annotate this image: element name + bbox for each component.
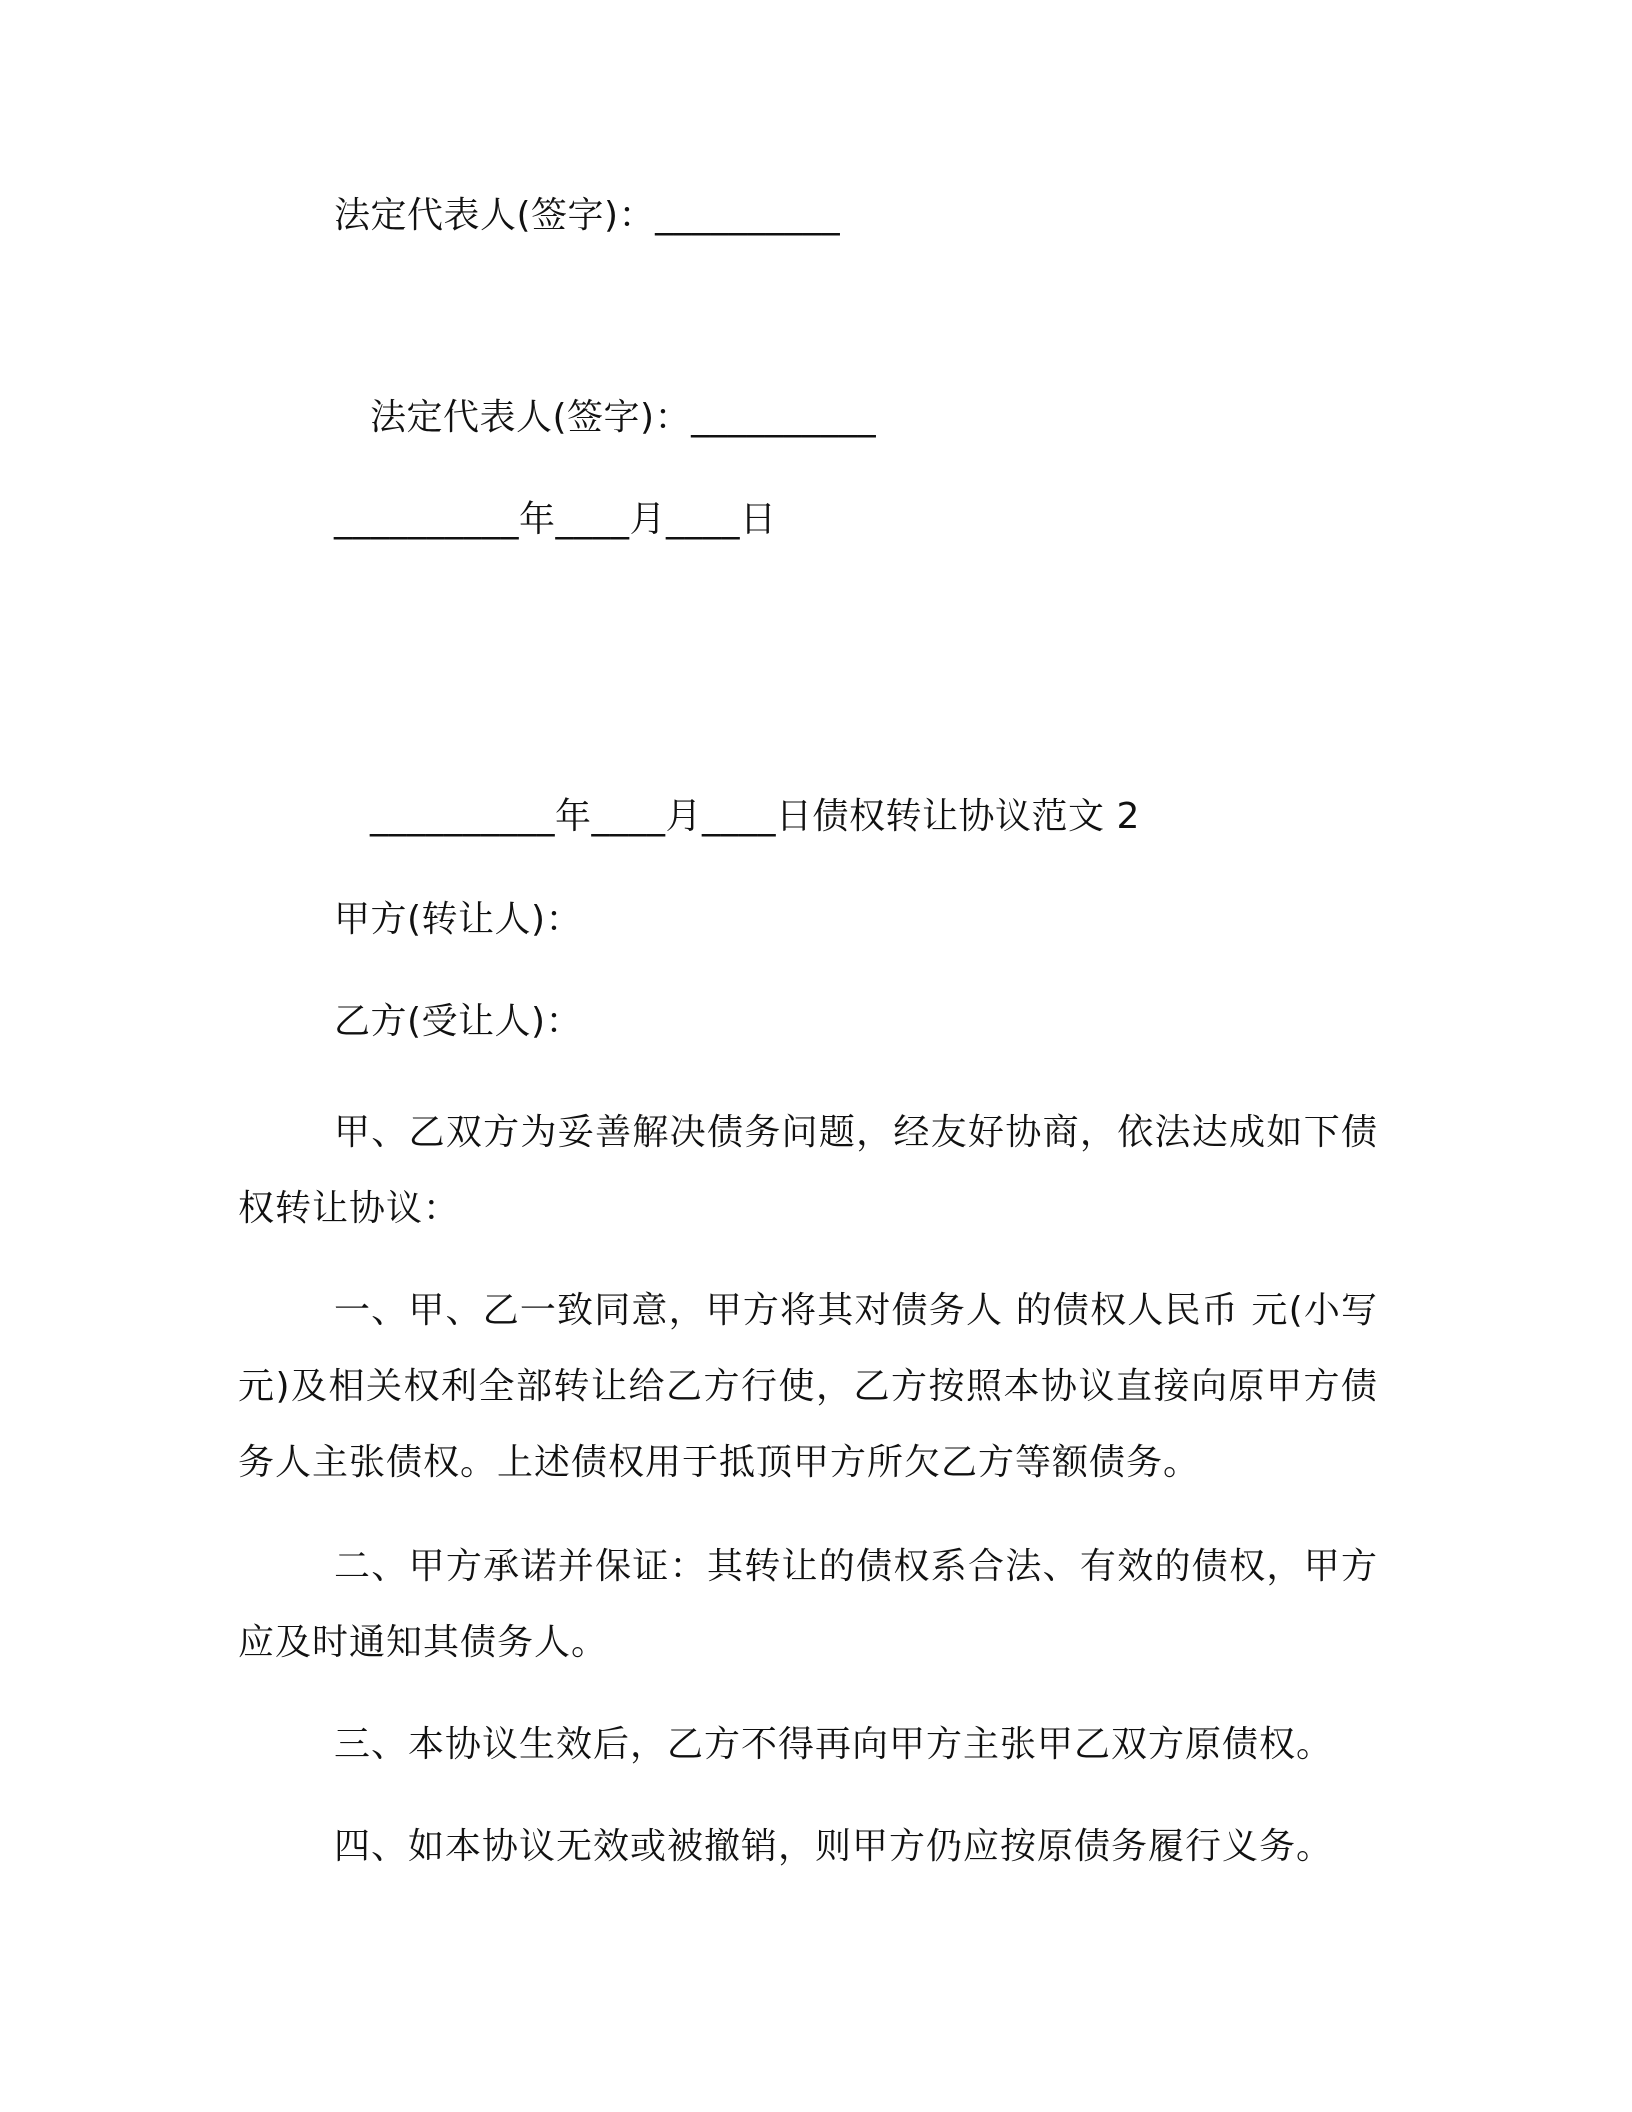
party-b-label: 乙方(受让人)：	[334, 1001, 583, 1042]
clause-3-paragraph: 三、本协议生效后，乙方不得再向甲方主张甲乙双方原债权。	[334, 1724, 1334, 1765]
signature-line-2: 法定代表人(签字)：__________	[370, 397, 877, 438]
date-line: __________年____月____日	[334, 499, 777, 540]
intro-paragraph: 甲、乙双方为妥善解决债务问题，经友好协商，依法达成如下债权转让协议：	[238, 1112, 1378, 1229]
signature-line-1: 法定代表人(签字)：__________	[334, 195, 841, 236]
clause-2-paragraph: 二、甲方承诺并保证：其转让的债权系合法、有效的债权，甲方应及时通知其债务人。	[238, 1546, 1378, 1663]
party-a-label: 甲方(转让人)：	[334, 899, 583, 940]
agreement-heading: __________年____月____日债权转让协议范文 2	[370, 796, 1140, 837]
clause-4-paragraph: 四、如本协议无效或被撤销，则甲方仍应按原债务履行义务。	[334, 1826, 1334, 1867]
clause-1-paragraph: 一、甲、乙一致同意，甲方将其对债务人 的债权人民币 元(小写 元)及相关权利全部转让给乙方行使，乙方按照本协议直接向原甲方债务人主张债权。上述债权用于抵顶甲方所欠乙方等额债务。	[238, 1290, 1378, 1483]
